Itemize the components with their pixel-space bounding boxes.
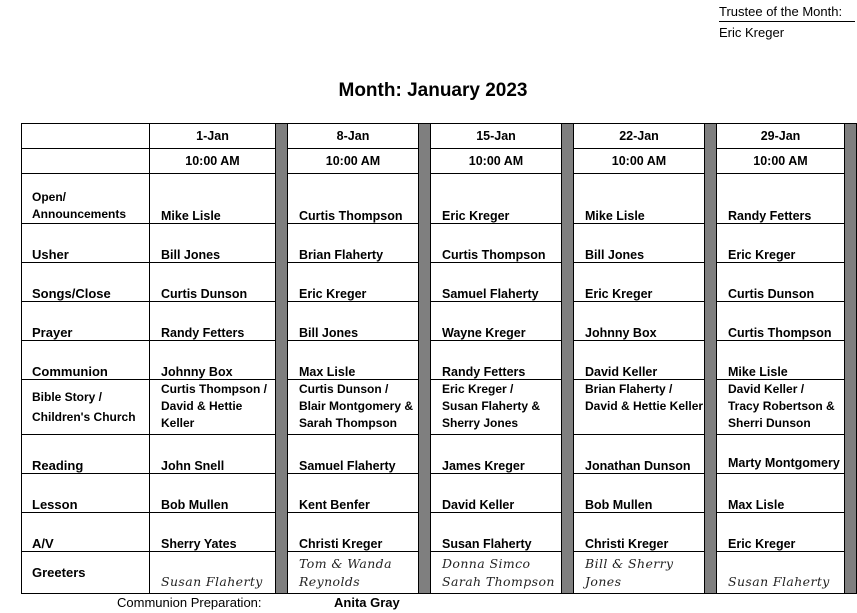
assignment-line: Sherry Jones <box>442 416 519 430</box>
assignment-cell <box>717 380 845 435</box>
time-header-row <box>22 149 857 174</box>
assignment-cell: Eric Kreger <box>717 224 845 263</box>
assignment-cell: Brian Flaherty <box>288 224 419 263</box>
row-label-line: Bible Story / <box>32 390 103 404</box>
row-lesson <box>22 474 857 513</box>
assignment-line: Jones <box>585 574 622 589</box>
row-label <box>22 174 150 224</box>
assignment-cell: Bob Mullen <box>574 474 705 513</box>
row-communion <box>22 341 857 380</box>
row-greeters <box>22 552 857 594</box>
assignment-line: Reynolds <box>299 574 361 589</box>
assignment-cell: Marty Montgomery <box>717 435 845 474</box>
assignment-cell: Randy Fetters <box>431 341 562 380</box>
assignment-cell: Eric Kreger <box>431 174 562 224</box>
assignment-line: David Keller / <box>728 382 805 396</box>
assignment-cell: Curtis Thompson <box>717 302 845 341</box>
assignment-line: Susan Flaherty <box>728 574 830 589</box>
assignment-line: David & Hettie Keller <box>161 399 243 430</box>
assignment-cell: Curtis Thompson <box>431 224 562 263</box>
row-open-announcements <box>22 174 857 224</box>
assignment-cell <box>574 552 705 594</box>
assignment-cell: Eric Kreger <box>574 263 705 302</box>
assignment-cell: Max Lisle <box>717 474 845 513</box>
row-label-line: Open/ <box>32 190 67 204</box>
date-header: 8-Jan <box>288 124 419 149</box>
assignment-cell: Samuel Flaherty <box>431 263 562 302</box>
assignment-cell: John Snell <box>150 435 276 474</box>
row-label: Prayer <box>22 302 150 341</box>
assignment-cell: Kent Benfer <box>288 474 419 513</box>
assignment-line: Tracy Robertson & <box>728 399 835 413</box>
communion-preparation-label: Communion Preparation: <box>117 595 262 610</box>
row-usher <box>22 224 857 263</box>
column-separator <box>845 124 857 594</box>
row-label: A/V <box>22 513 150 552</box>
row-prayer <box>22 302 857 341</box>
assignment-cell: Bill Jones <box>150 224 276 263</box>
row-songs-close <box>22 263 857 302</box>
assignment-cell <box>717 552 845 594</box>
assignment-line: Bill & Sherry <box>585 556 674 571</box>
assignment-cell: Bill Jones <box>288 302 419 341</box>
assignment-line: Sherri Dunson <box>728 416 811 430</box>
date-header: 1-Jan <box>150 124 276 149</box>
assignment-cell <box>431 552 562 594</box>
assignment-cell: Mike Lisle <box>574 174 705 224</box>
date-header-row <box>22 124 857 149</box>
assignment-cell <box>431 380 562 435</box>
assignment-line: David & Hettie Keller <box>585 399 704 413</box>
assignment-line: Curtis Dunson / <box>299 382 389 396</box>
row-label: Communion <box>22 341 150 380</box>
row-label-line: Children's Church <box>32 410 136 424</box>
row-bible-story <box>22 380 857 435</box>
assignment-cell: Sherry Yates <box>150 513 276 552</box>
assignment-line: Tom & Wanda <box>299 556 392 571</box>
time-header: 10:00 AM <box>717 149 845 174</box>
assignment-line: Blair Montgomery & <box>299 399 414 413</box>
row-av <box>22 513 857 552</box>
date-header: 15-Jan <box>431 124 562 149</box>
row-label: Greeters <box>22 552 150 594</box>
assignment-line: Eric Kreger / <box>442 382 514 396</box>
assignment-cell: Mike Lisle <box>717 341 845 380</box>
assignment-cell <box>288 552 419 594</box>
assignment-line: Curtis Thompson / <box>161 382 267 396</box>
assignment-cell: James Kreger <box>431 435 562 474</box>
assignment-cell <box>150 380 276 435</box>
corner-cell <box>22 124 150 149</box>
assignment-line: Donna Simco <box>442 556 531 571</box>
assignment-line: Brian Flaherty / <box>585 382 673 396</box>
assignment-cell: Bob Mullen <box>150 474 276 513</box>
assignment-cell: Curtis Dunson <box>150 263 276 302</box>
trustee-name: Eric Kreger <box>719 25 785 40</box>
row-label: Reading <box>22 435 150 474</box>
assignment-cell: Susan Flaherty <box>431 513 562 552</box>
assignment-cell: Eric Kreger <box>717 513 845 552</box>
assignment-cell: Bill Jones <box>574 224 705 263</box>
time-header: 10:00 AM <box>431 149 562 174</box>
time-header: 10:00 AM <box>288 149 419 174</box>
time-header: 10:00 AM <box>574 149 705 174</box>
assignment-cell: Max Lisle <box>288 341 419 380</box>
assignment-cell <box>150 552 276 594</box>
assignment-cell: Randy Fetters <box>150 302 276 341</box>
assignment-cell: Wayne Kreger <box>431 302 562 341</box>
date-header: 22-Jan <box>574 124 705 149</box>
date-header: 29-Jan <box>717 124 845 149</box>
trustee-block <box>719 4 855 40</box>
assignment-cell: Christi Kreger <box>574 513 705 552</box>
row-label <box>22 380 150 435</box>
assignment-cell: Curtis Dunson <box>717 263 845 302</box>
assignment-cell: Eric Kreger <box>288 263 419 302</box>
assignment-cell: David Keller <box>431 474 562 513</box>
assignment-cell: David Keller <box>574 341 705 380</box>
trustee-label: Trustee of the Month: <box>719 4 855 22</box>
row-label: Lesson <box>22 474 150 513</box>
page-title: Month: January 2023 <box>338 80 528 101</box>
assignment-cell <box>288 380 419 435</box>
schedule-table <box>21 123 857 594</box>
row-label: Usher <box>22 224 150 263</box>
column-separator <box>419 124 431 594</box>
assignment-cell <box>574 380 705 435</box>
assignment-line: Susan Flaherty <box>161 574 263 589</box>
assignment-cell: Johnny Box <box>150 341 276 380</box>
assignment-cell: Jonathan Dunson <box>574 435 705 474</box>
time-header: 10:00 AM <box>150 149 276 174</box>
assignment-line: Sarah Thompson <box>299 416 398 430</box>
row-reading <box>22 435 857 474</box>
assignment-cell: Mike Lisle <box>150 174 276 224</box>
row-label-line: Announcements <box>32 207 127 221</box>
column-separator <box>276 124 288 594</box>
assignment-line: Sarah Thompson <box>442 574 555 589</box>
column-separator <box>562 124 574 594</box>
assignment-line: Susan Flaherty & <box>442 399 541 413</box>
assignment-cell: Johnny Box <box>574 302 705 341</box>
communion-preparation-value: Anita Gray <box>334 595 400 610</box>
column-separator <box>705 124 717 594</box>
time-label-cell <box>22 149 150 174</box>
assignment-cell: Christi Kreger <box>288 513 419 552</box>
assignment-cell: Curtis Thompson <box>288 174 419 224</box>
row-label: Songs/Close <box>22 263 150 302</box>
assignment-cell: Randy Fetters <box>717 174 845 224</box>
assignment-cell: Samuel Flaherty <box>288 435 419 474</box>
